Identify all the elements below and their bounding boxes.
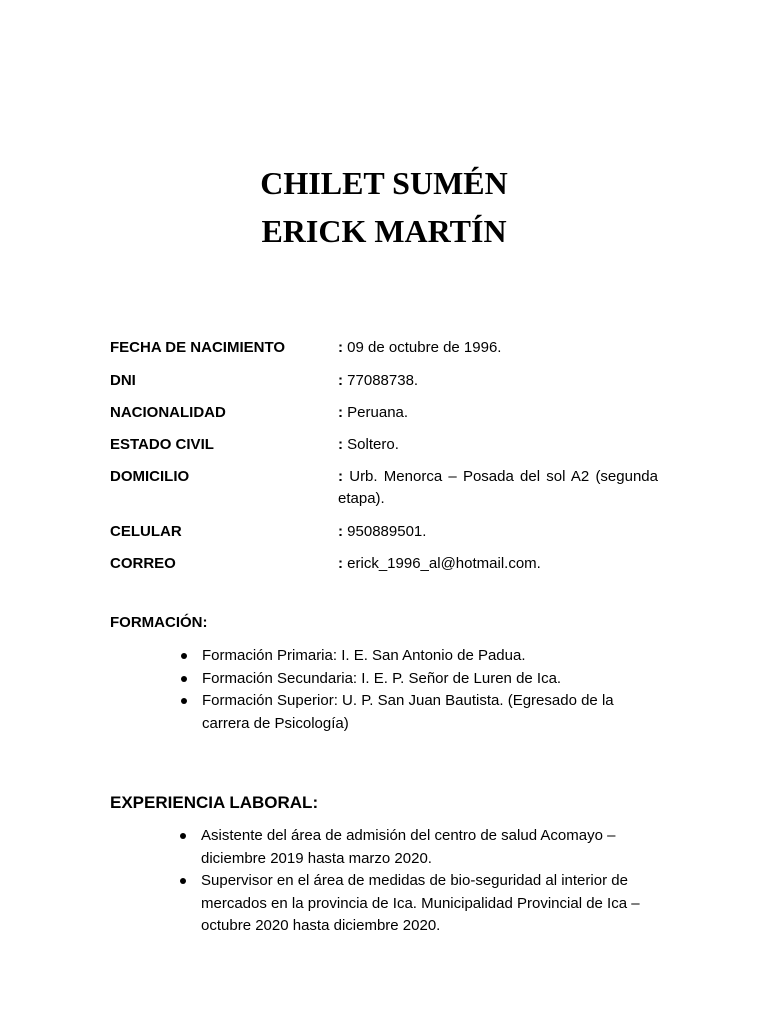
name-given-names: ERICK MARTÍN [261, 213, 507, 249]
info-value: : Urb. Menorca – Posada del sol A2 (segunda etapa). [338, 468, 658, 507]
info-label: CELULAR [110, 523, 182, 540]
info-label: DOMICILIO [110, 468, 190, 485]
info-value: : 09 de octubre de 1996. [338, 339, 502, 356]
bullet-icon [181, 698, 187, 704]
info-separator: : [338, 404, 343, 421]
info-value: : erick_1996_al@hotmail.com. [338, 555, 541, 572]
info-value: : 950889501. [338, 523, 427, 540]
info-label: FECHA DE NACIMIENTO [110, 339, 286, 356]
info-separator: : [338, 523, 343, 540]
list-item: Formación Secundaria: I. E. P. Señor de Luren de Ica. [175, 668, 655, 691]
list-item: Supervisor en el área de medidas de bio-seguridad al interior de mercados en la provincia de Ica. Municipalidad Provincial de Ica – octubre 2020 hasta diciembre 2020. [174, 870, 654, 938]
list-item: Asistente del área de admisión del centro de salud Acomayo – diciembre 2019 hasta marzo 2020. [174, 825, 654, 870]
list-item: Formación Primaria: I. E. San Antonio de Padua. [175, 645, 655, 668]
info-separator: : [338, 372, 343, 389]
experience-list [174, 825, 654, 938]
info-value: : Peruana. [338, 404, 409, 421]
bullet-icon [181, 676, 187, 682]
info-label: NACIONALIDAD [110, 404, 226, 421]
name-surnames: CHILET SUMÉN [260, 165, 508, 201]
list-item: Formación Superior: U. P. San Juan Bautista. (Egresado de la carrera de Psicología) [175, 690, 655, 735]
bullet-icon [181, 653, 187, 659]
info-separator: : [338, 555, 343, 572]
info-value: : 77088738. [338, 372, 419, 389]
info-value: : Soltero. [338, 436, 399, 453]
section-title-education: FORMACIÓN: [110, 614, 208, 631]
education-list [175, 645, 655, 735]
info-label: CORREO [110, 555, 176, 572]
bullet-icon [180, 878, 186, 884]
info-label: DNI [110, 372, 136, 389]
bullet-icon [180, 833, 186, 839]
info-separator: : [338, 339, 343, 356]
info-label: ESTADO CIVIL [110, 436, 214, 453]
info-separator: : [338, 468, 343, 485]
info-separator: : [338, 436, 343, 453]
section-title-experience: EXPERIENCIA LABORAL: [110, 793, 319, 812]
